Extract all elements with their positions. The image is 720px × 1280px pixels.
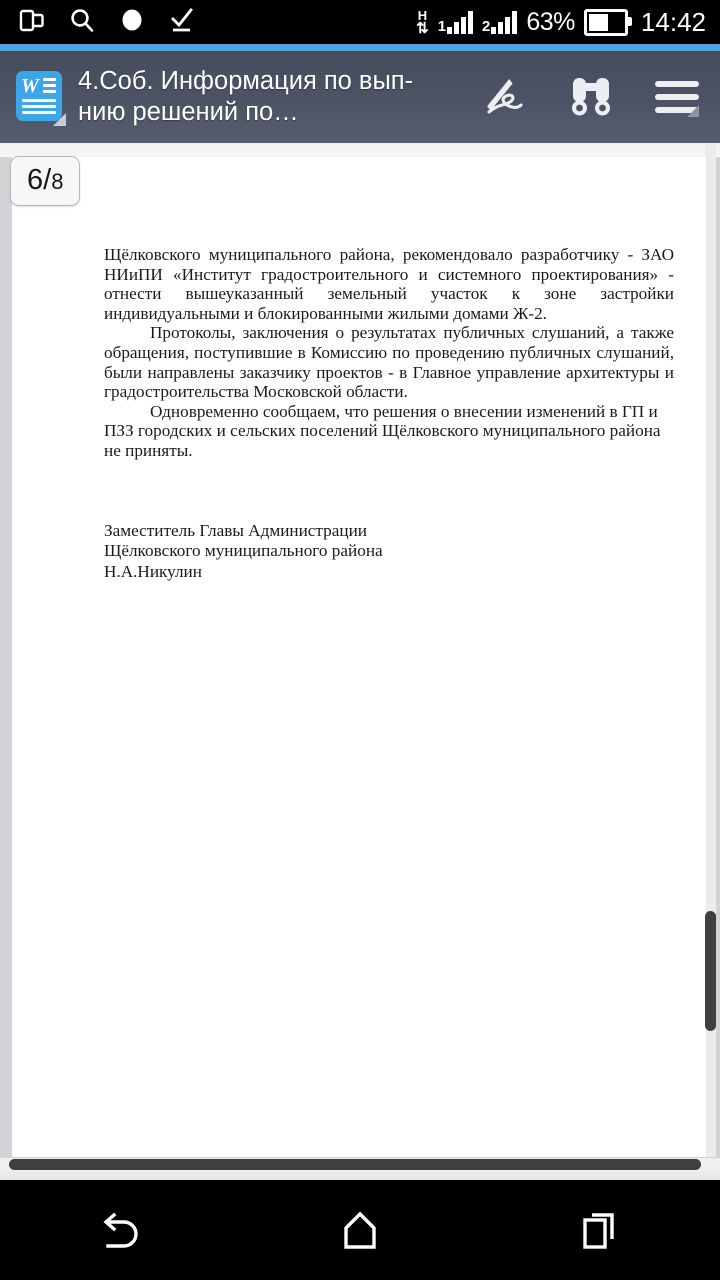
accent-strip [0,44,720,51]
binoculars-icon [567,75,615,119]
battery-icon [584,9,628,36]
battery-percent-label: 63% [526,7,575,36]
page-total: 8 [51,169,64,194]
document-viewer[interactable] [0,143,720,1180]
sim1-signal-icon [438,10,473,34]
status-bar [0,0,720,44]
signature-spacer [104,461,674,521]
recent-apps-icon [576,1206,624,1254]
sim1-bars [447,10,473,34]
search-icon [68,6,96,39]
home-button[interactable] [240,1180,480,1280]
document-title: 4.Соб. Информация по вып-нию решений по… [78,67,414,126]
data-network-icon [416,9,429,36]
signature-line: Щёлковского муниципального района [104,541,383,561]
data-network-label: H [417,7,428,23]
sim1-label: 1 [437,18,447,35]
sim2-signal-icon [482,10,517,34]
back-arrow-icon [94,1204,146,1256]
document-paragraph: Щёлковского муниципального района, рекомендовало разработчику - ЗАО НИиПИ «Институт градостроительного и системного проектирования» - отнести вышеуказанный земельный участок к зоне застройки индивидуальными и блокированными жилыми домами Ж-2. [104,245,674,323]
document-paragraph: Протоколы, заключения о результатах публичных слушаний, а также обращения, поступившие в Комиссию по проведению публичных слушаний, были направлены заказчику проектов - в Главное управление архитектуры и градостроительства Московской области. [104,323,674,402]
find-button[interactable] [548,51,634,143]
signature-line: Н.А.Никулин [104,561,202,581]
viewer-bottom-edge [0,1172,720,1180]
clock-label: 14:42 [640,7,706,37]
app-toolbar [0,51,720,143]
document-body-text [104,245,674,582]
horizontal-scrollbar-thumb[interactable] [9,1159,701,1170]
back-button[interactable] [0,1180,240,1280]
page-separator: / [43,164,52,196]
checkmark-icon [168,6,196,39]
signature-icon [482,74,528,120]
page-indicator-badge[interactable] [10,156,80,206]
status-bar-left-icons [18,0,196,44]
home-icon [336,1206,384,1254]
word-document-icon: W [16,69,64,125]
data-arrows-icon: ⇅ [416,19,429,37]
page-current: 6 [27,164,44,196]
screen-split-icon [18,6,46,39]
system-navigation-bar [0,1180,720,1280]
menu-button[interactable] [634,51,720,143]
document-page [12,157,706,1157]
sim2-bars [491,10,517,34]
viewer-top-strip [0,143,720,157]
signature-button[interactable] [462,51,548,143]
recents-button[interactable] [480,1180,720,1280]
signature-line: Заместитель Главы Администрации [104,520,367,540]
vertical-scrollbar-thumb[interactable] [705,911,716,1031]
circle-icon [118,6,146,39]
document-paragraph: Одновременно сообщаем, что решения о внесении изменений в ГП и ПЗЗ городских и сельских поселений Щёлковского муниципального района не приняты. [104,401,661,460]
toolbar-actions [462,51,720,143]
sim2-label: 2 [482,18,491,35]
menu-icon [652,75,702,119]
status-bar-right-indicators [416,0,706,44]
